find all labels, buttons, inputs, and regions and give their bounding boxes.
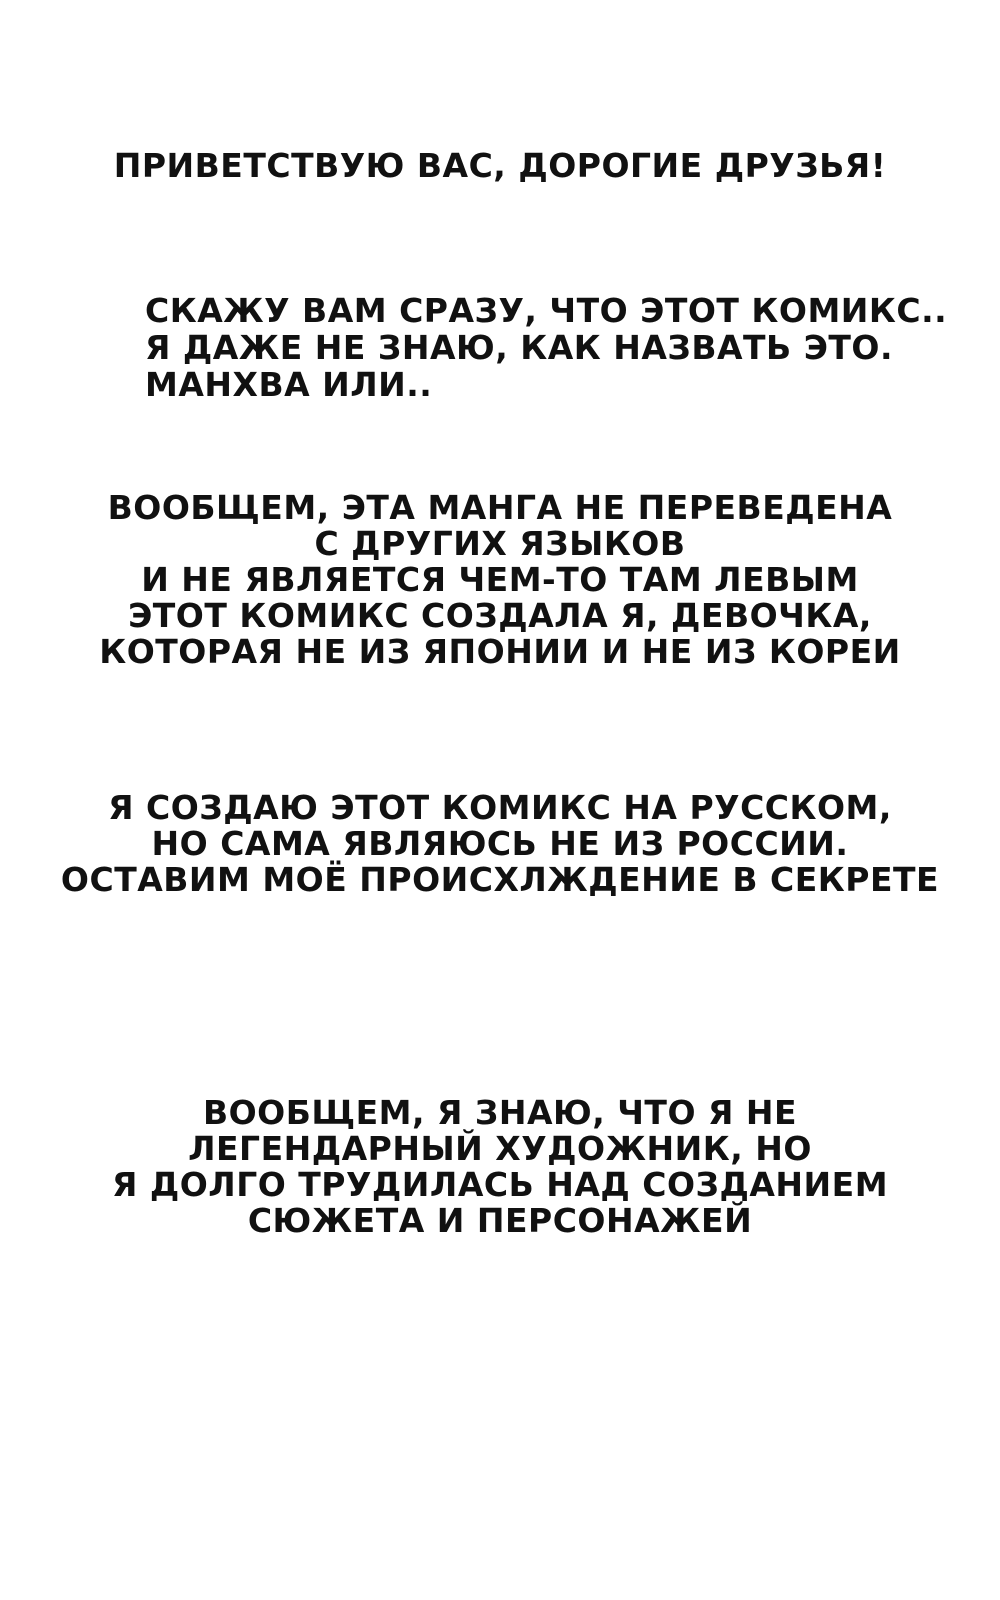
- closing-line-2: ЛЕГЕНДАРНЫЙ ХУДОЖНИК, НО: [188, 1129, 812, 1168]
- language-paragraph: [0, 790, 1000, 898]
- origin-line-1: ВООБЩЕМ, ЭТА МАНГА НЕ ПЕРЕВЕДЕНА: [107, 488, 893, 527]
- language-line-2: НО САМА ЯВЛЯЮСЬ НЕ ИЗ РОССИИ.: [151, 824, 849, 863]
- language-line-1: Я СОЗДАЮ ЭТОТ КОМИКС НА РУССКОМ,: [108, 788, 892, 827]
- closing-paragraph: [0, 1095, 1000, 1239]
- closing-line-1: ВООБЩЕМ, Я ЗНАЮ, ЧТО Я НЕ: [202, 1093, 798, 1132]
- intro-line-3: МАНХВА ИЛИ..: [145, 365, 433, 404]
- greeting-text: [0, 148, 1000, 184]
- greeting-line: ПРИВЕТСТВУЮ ВАС, ДОРОГИЕ ДРУЗЬЯ!: [113, 146, 887, 185]
- closing-line-4: СЮЖЕТА И ПЕРСОНАЖЕЙ: [247, 1201, 753, 1240]
- origin-paragraph: [0, 490, 1000, 670]
- origin-line-5: КОТОРАЯ НЕ ИЗ ЯПОНИИ И НЕ ИЗ КОРЕИ: [99, 632, 901, 671]
- origin-line-4: ЭТОТ КОМИКС СОЗДАЛА Я, ДЕВОЧКА,: [128, 596, 872, 635]
- intro-line-1: СКАЖУ ВАМ СРАЗУ, ЧТО ЭТОТ КОМИКС..: [145, 291, 948, 330]
- language-line-3: ОСТАВИМ МОЁ ПРОИСХЛЖДЕНИЕ В СЕКРЕТЕ: [60, 860, 940, 899]
- intro-line-2: Я ДАЖЕ НЕ ЗНАЮ, КАК НАЗВАТЬ ЭТО.: [145, 328, 894, 367]
- intro-paragraph: [145, 292, 947, 403]
- origin-line-3: И НЕ ЯВЛЯЕТСЯ ЧЕМ-ТО ТАМ ЛЕВЫМ: [141, 560, 859, 599]
- closing-line-3: Я ДОЛГО ТРУДИЛАСЬ НАД СОЗДАНИЕМ: [111, 1165, 889, 1204]
- origin-line-2: С ДРУГИХ ЯЗЫКОВ: [314, 524, 686, 563]
